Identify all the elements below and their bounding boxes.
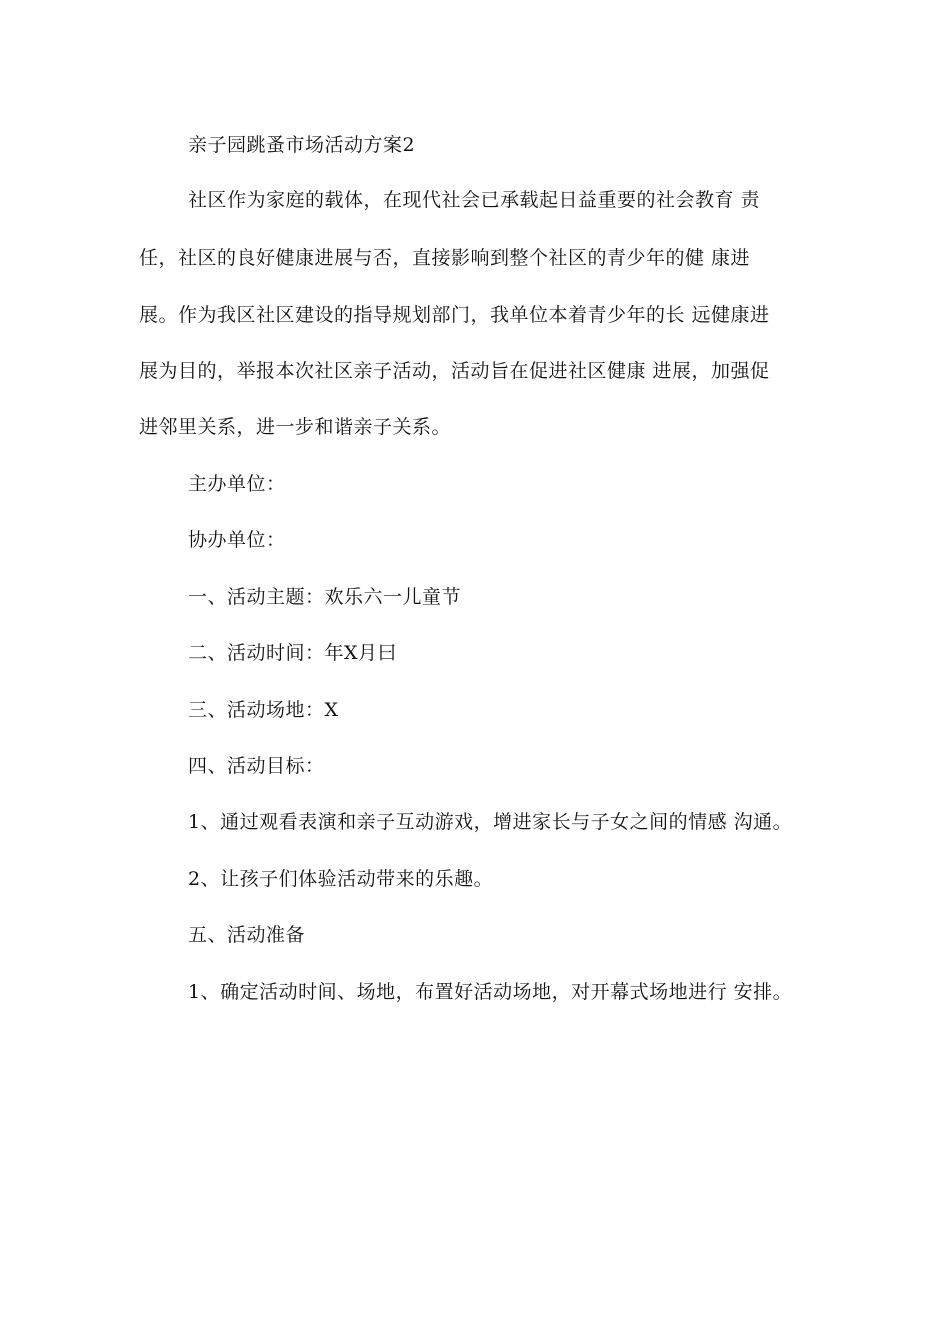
goal-item-2: 2、让孩子们体验活动带来的乐趣。 <box>188 868 494 890</box>
activity-theme: 一、活动主题：欢乐六一儿童节 <box>188 586 462 608</box>
activity-venue: 三、活动场地：X <box>188 699 339 721</box>
goal-item-1: 1、通过观看表演和亲子互动游戏，增进家长与子女之间的情感 沟通。 <box>188 811 793 833</box>
intro-line-4: 展为目的，举报本次社区亲子活动，活动旨在促进社区健康 进展，加强促 <box>139 360 770 382</box>
preparation-heading: 五、活动准备 <box>188 924 306 946</box>
intro-line-1: 社区作为家庭的载体，在现代社会已承载起日益重要的社会教育 责 <box>188 189 761 211</box>
document-title: 亲子园跳蚤市场活动方案2 <box>188 134 416 156</box>
preparation-item-1: 1、确定活动时间、场地，布置好活动场地，对开幕式场地进行 安排。 <box>188 981 793 1003</box>
intro-line-5: 进邻里关系，进一步和谐亲子关系。 <box>139 416 452 438</box>
intro-line-2: 任，社区的良好健康进展与否，直接影响到整个社区的青少年的健 康进 <box>139 247 751 269</box>
intro-line-3: 展。作为我区社区建设的指导规划部门，我单位本着青少年的长 远健康进 <box>139 304 770 326</box>
activity-time: 二、活动时间：年X月曰 <box>188 642 398 664</box>
goals-heading: 四、活动目标： <box>188 755 325 777</box>
co-organizer-label: 协办单位： <box>188 529 286 551</box>
organizer-label: 主办单位： <box>188 473 286 495</box>
